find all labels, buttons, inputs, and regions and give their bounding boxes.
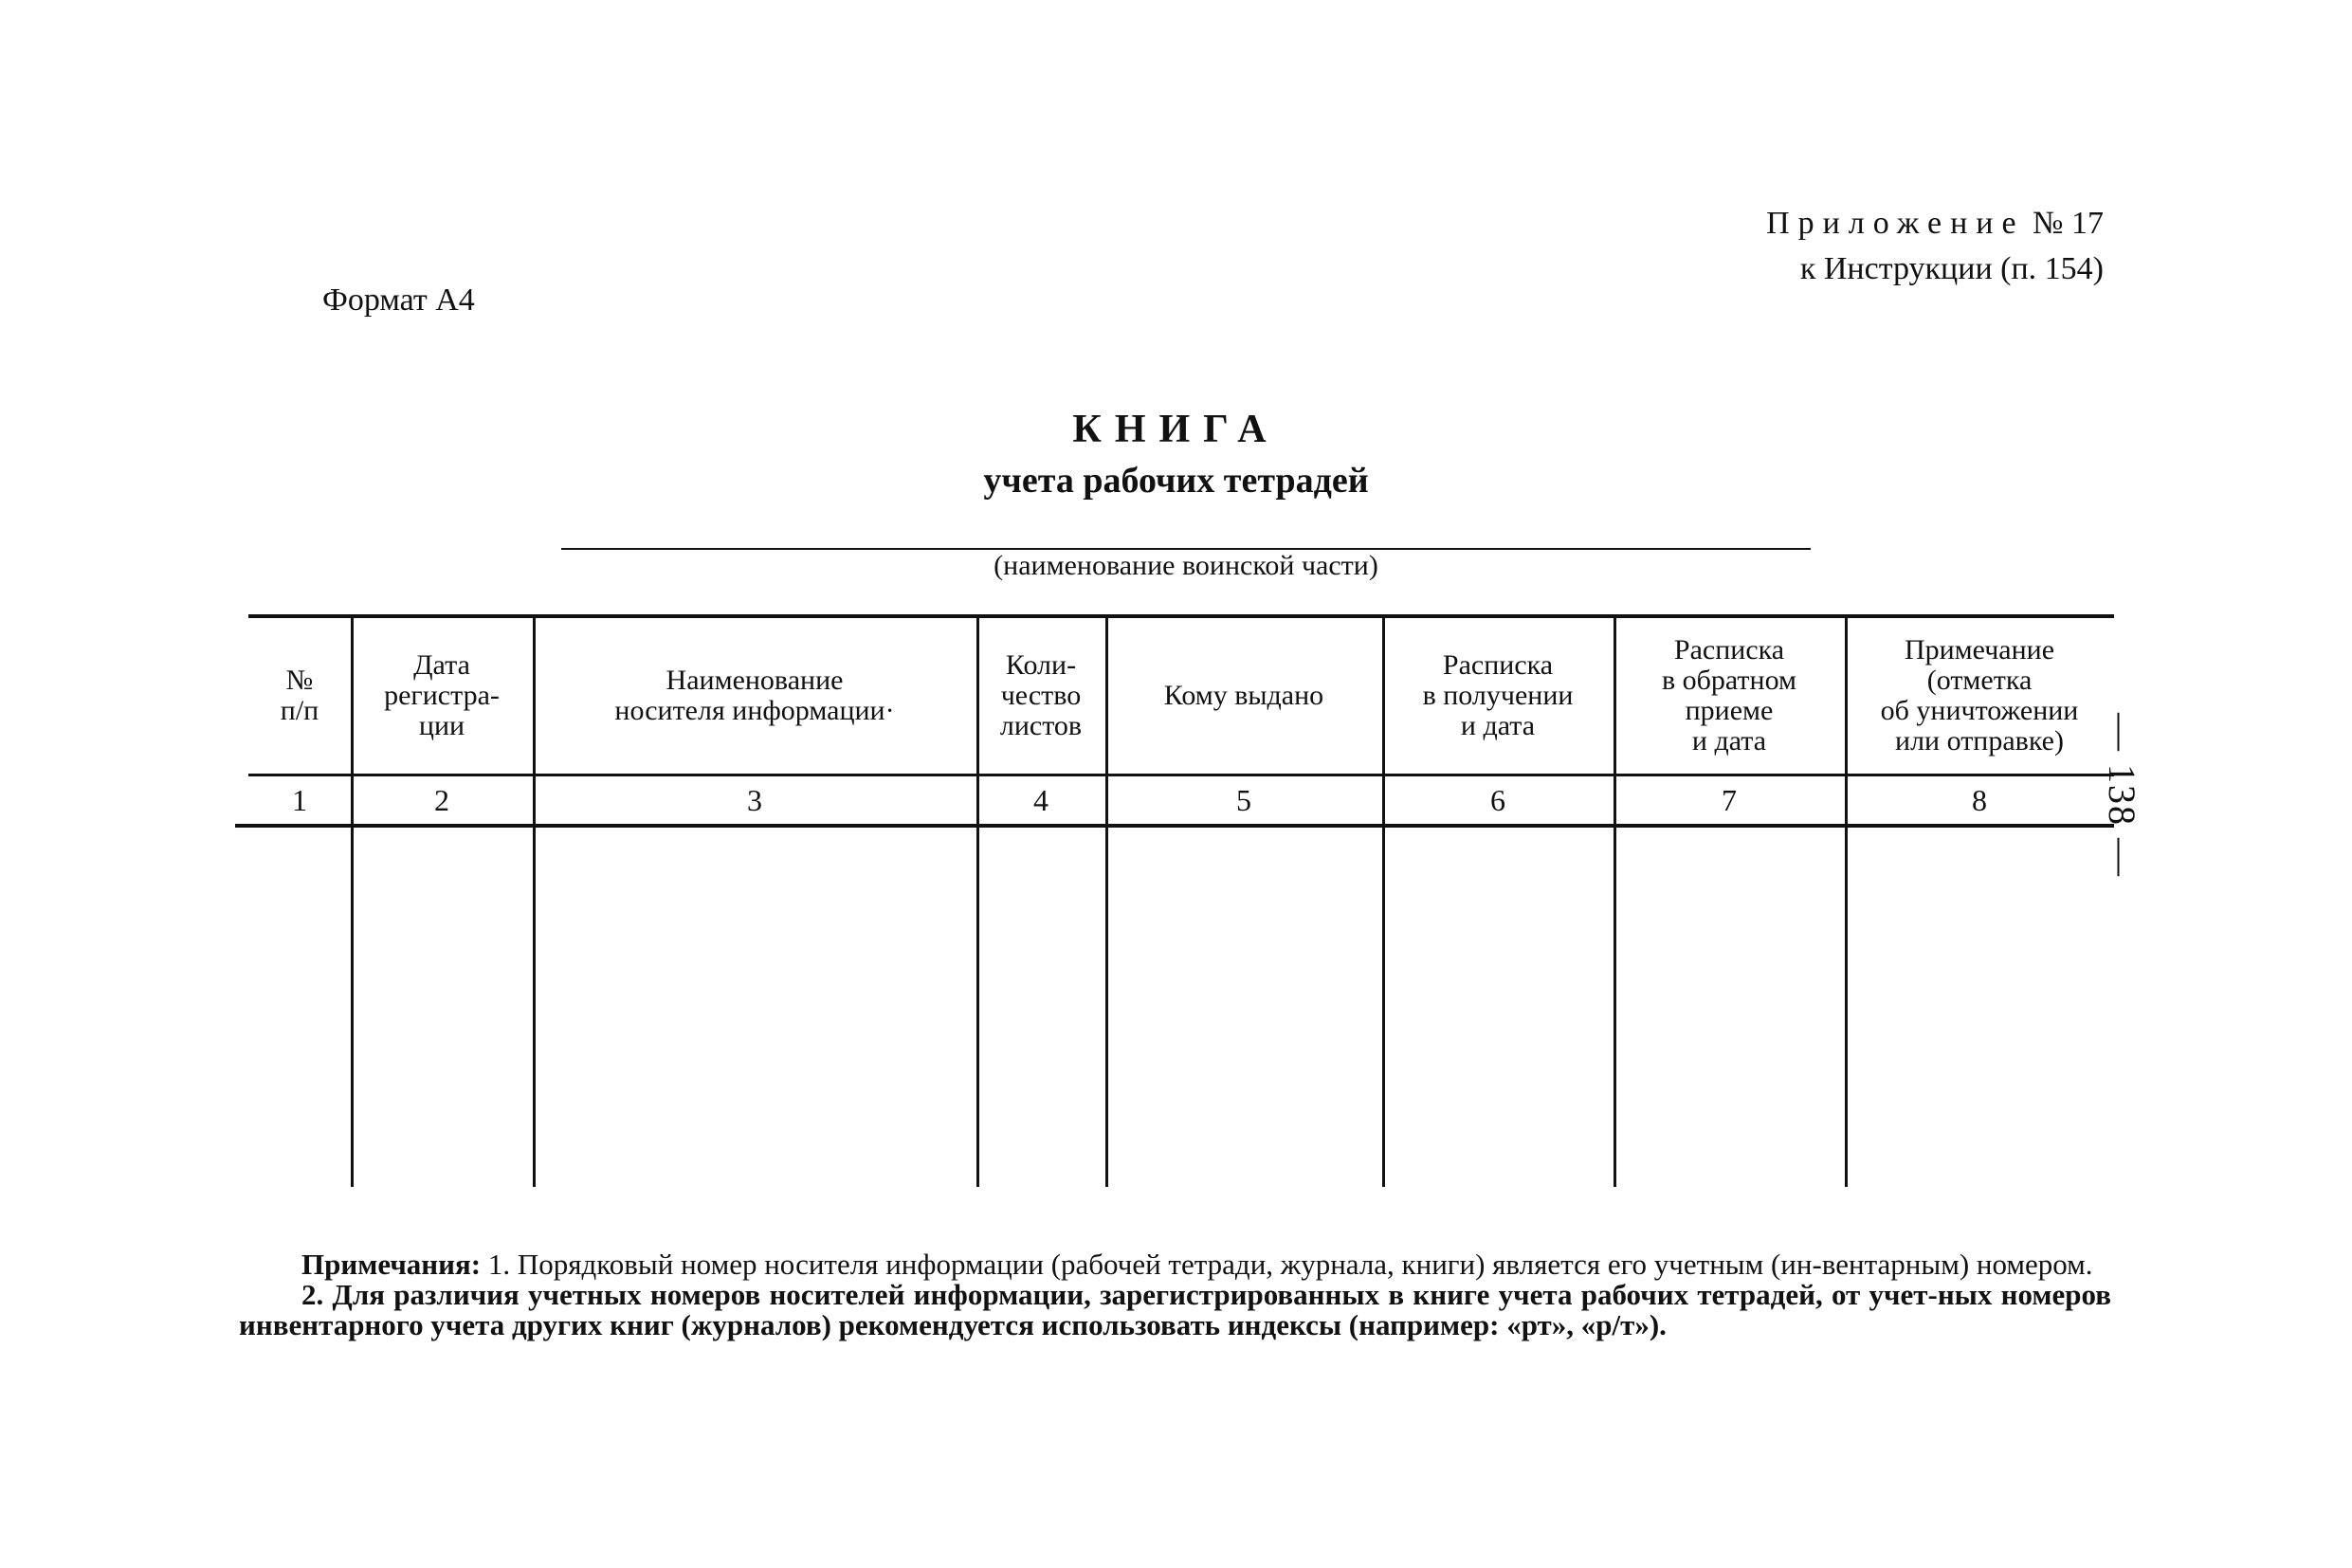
column-line <box>1614 618 1616 1187</box>
note-2: 2. Для различия учетных номеров носителей информации, зарегистрированных в книге учета рабочих тетрадей, от учет-ных номеров инвентарного учета других книг (журналов) рекомендуется использовать индексы (например: «рт», «р/т»). <box>239 1278 2111 1341</box>
page-number: — 138 — <box>2101 713 2143 878</box>
header-cell-1: № п/п <box>280 665 319 726</box>
numbers-divider <box>235 824 2114 828</box>
column-number-7: 7 <box>1722 782 1737 817</box>
header-cell-5: Кому выдано <box>1163 680 1324 711</box>
column-line <box>976 618 979 1187</box>
header-cell-8: Примечание (отметка об уничтожении или отправке) <box>1880 634 2079 757</box>
document-title <box>0 403 2352 505</box>
column-number-8: 8 <box>1972 782 1987 817</box>
column-line <box>1382 618 1385 1187</box>
column-line <box>533 618 536 1187</box>
note-1-text: 1. Порядковый номер носителя информации (рабочей тетради, журнала, книги) является его учетным (ин-вентарным) номером. <box>481 1248 2093 1281</box>
column-number-4: 4 <box>1033 782 1048 817</box>
register-table <box>248 614 2114 1187</box>
column-line <box>351 618 354 1187</box>
column-number-1: 1 <box>292 782 307 817</box>
note-1 <box>239 1249 2111 1280</box>
column-number-3: 3 <box>747 782 762 817</box>
notes-section <box>239 1249 2111 1340</box>
unit-name-caption: (наименование воинской части) <box>994 550 1378 581</box>
header-cell-7: Расписка в обратном приеме и дата <box>1661 634 1797 757</box>
notes-label: Примечания: <box>301 1248 482 1281</box>
header-cell-6: Расписка в получении и дата <box>1422 649 1574 741</box>
column-number-2: 2 <box>434 782 449 817</box>
appendix-reference <box>1766 201 2104 292</box>
appendix-label: Приложение <box>1766 206 2025 241</box>
column-number-5: 5 <box>1236 782 1251 817</box>
header-cell-2: Дата регистра- ции <box>384 649 500 741</box>
title-main: КНИГА <box>1072 408 1280 451</box>
appendix-number: № 17 <box>2033 206 2104 241</box>
format-label: Формат А4 <box>322 283 475 318</box>
title-sub: учета рабочих тетрадей <box>983 461 1369 501</box>
column-number-6: 6 <box>1490 782 1505 817</box>
column-line <box>1105 618 1108 1187</box>
column-line <box>1845 618 1848 1187</box>
appendix-instruction-ref: к Инструкции (п. 154) <box>1799 251 2104 286</box>
header-cell-3: Наименование носителя информации· <box>614 665 895 726</box>
header-cell-4: Коли- чество листов <box>999 649 1083 741</box>
